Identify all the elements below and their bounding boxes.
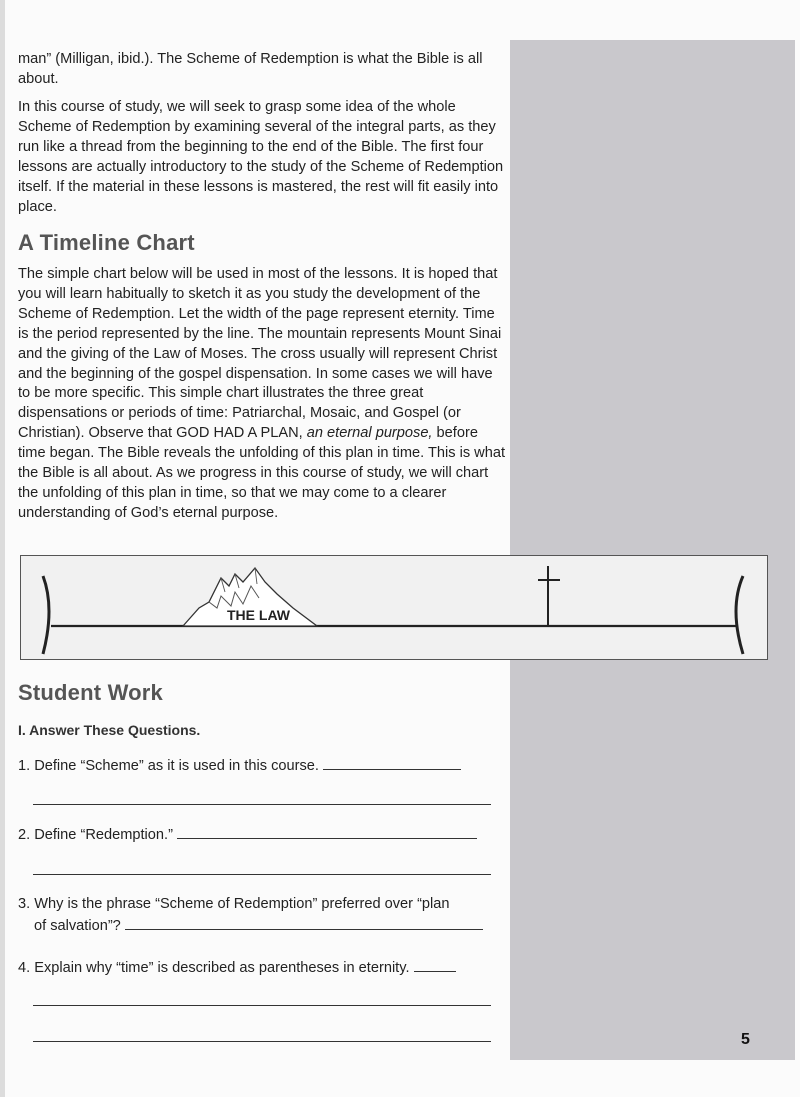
- p3-italic: an eternal purpose,: [306, 425, 433, 442]
- law-label: THE LAW: [227, 607, 290, 623]
- answer-2-line[interactable]: [33, 874, 491, 875]
- answer-4-blank-inline[interactable]: [414, 957, 456, 972]
- heading-student-work: Student Work: [18, 680, 163, 705]
- question-4-text: 4. Explain why “time” is described as parentheses in eternity.: [18, 960, 410, 976]
- question-3-line-2: of salvation”?: [34, 917, 121, 934]
- question-3-line-1: 3. Why is the phrase “Scheme of Redemption” preferred over “plan: [18, 896, 450, 912]
- question-4: [18, 957, 498, 979]
- p3-text-b: before time began. The Bible reveals the unfolding of this plan in time. This is what the Bible is all about. As we progress in this course of study, we will chart the unfolding of this plan in time, so that we may come to a clearer understanding of God’s eternal purpose.: [18, 425, 506, 521]
- p3-text-a: The simple chart below will be used in most of the lessons. It is hoped that you will learn habitually to sketch it as you study the development of the Scheme of Redemption. Let the width of the page represent eternity. Time is the period represented by the line. The mountain represents Mount Sinai and the giving of the Law of Moses. The cross usually will represent Christ and the beginning of the gospel dispensation. In some cases we will have to be more specific. This simple chart illustrates the three great dispensations or periods of time: Patriarchal, Mosaic, and Gospel (or Christian). Observe that GOD HAD A PLAN,: [18, 266, 502, 442]
- close-paren: [736, 576, 743, 654]
- answer-3-blank-inline[interactable]: [125, 915, 483, 930]
- gray-sidebar: [510, 40, 795, 1060]
- page-edge-shadow: [0, 0, 5, 1097]
- question-1-text: 1. Define “Scheme” as it is used in this course.: [18, 758, 319, 774]
- paragraph-intro-end: man” (Milligan, ibid.). The Scheme of Redemption is what the Bible is all about.: [18, 51, 483, 87]
- paragraph-course-study: In this course of study, we will seek to grasp some idea of the whole Scheme of Redemption by examining several of the integral parts, as they run like a thread from the beginning to the end of the Bible. The first four lessons are actually introductory to the study of the Scheme of Redemption itself. If the material in these lessons is mastered, the rest will fit easily into place.: [18, 99, 504, 215]
- question-3-line-2-wrap: [18, 915, 498, 937]
- timeline-chart-svg: [21, 556, 767, 659]
- timeline-chart: [20, 555, 768, 660]
- question-2: [18, 824, 498, 846]
- page-number: 5: [741, 1031, 750, 1048]
- answer-1-line[interactable]: [33, 804, 491, 805]
- section-heading-answer-questions: I. Answer These Questions.: [18, 722, 201, 738]
- heading-timeline-chart: A Timeline Chart: [18, 230, 195, 255]
- question-2-text: 2. Define “Redemption.”: [18, 827, 173, 843]
- answer-1-blank-inline[interactable]: [323, 755, 461, 770]
- answer-4-line-1[interactable]: [33, 1005, 491, 1006]
- question-3: [18, 895, 498, 937]
- paragraph-timeline-description: [18, 265, 508, 524]
- answer-4-line-2[interactable]: [33, 1041, 491, 1042]
- answer-2-blank-inline[interactable]: [177, 824, 477, 839]
- cross-icon: [538, 566, 560, 626]
- open-paren: [43, 576, 49, 654]
- question-1: [18, 755, 498, 777]
